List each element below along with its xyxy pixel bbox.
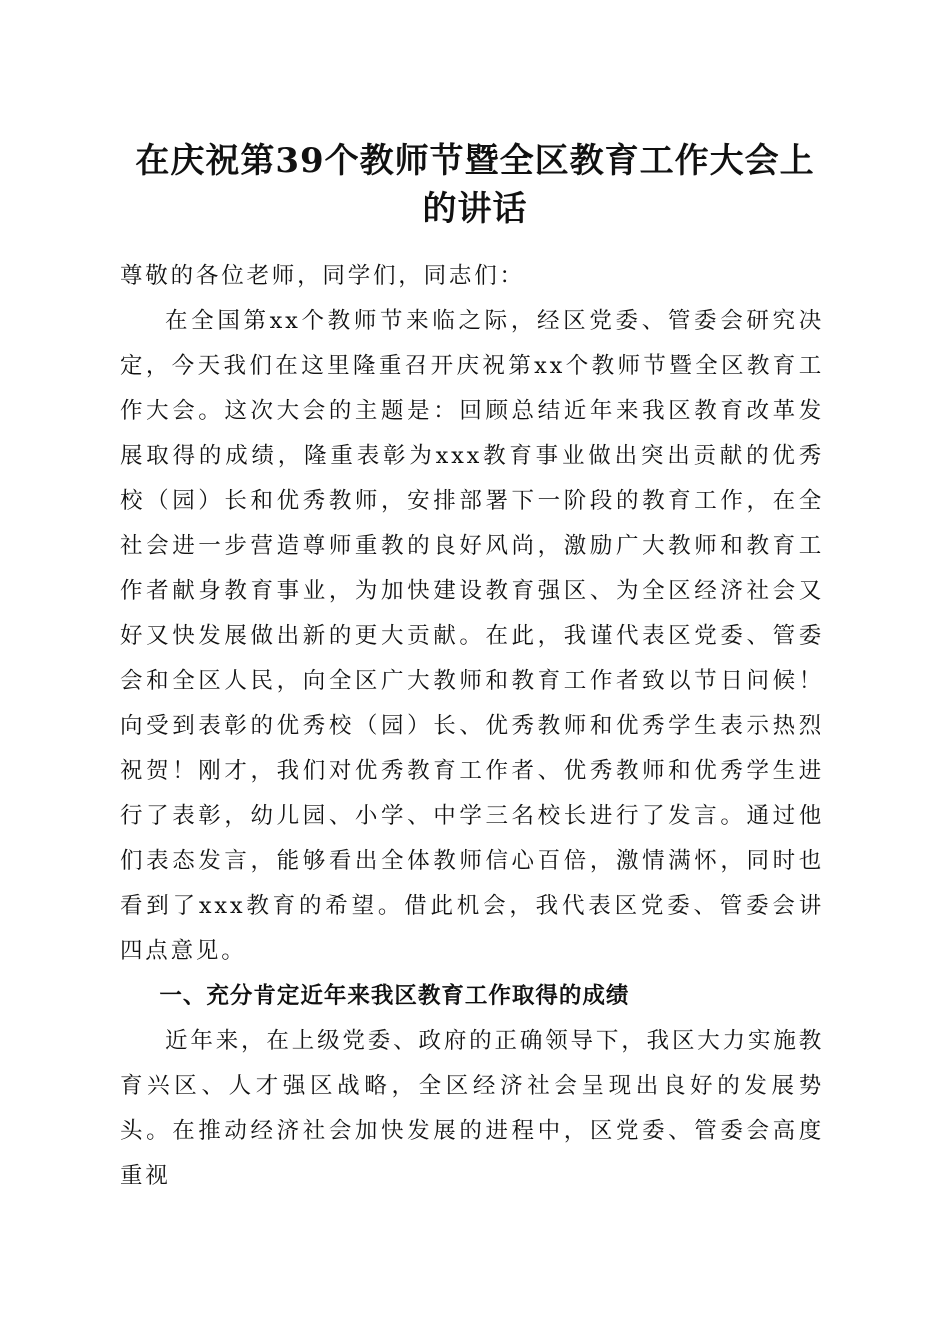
title-line-1: 在庆祝第39个教师节暨全区教育工作大会上 — [135, 141, 815, 181]
paragraph-1: 在全国第xx个教师节来临之际，经区党委、管委会研究决定，今天我们在这里隆重召开庆祝第xx个教师节暨全区教育工作大会。这次大会的主题是：回顾总结近年来我区教育改革发展取得的成绩，隆重表彰为xxx教育事业做出突出贡献的优秀校（园）长和优秀教师，安排部署下一阶段的教育工作，在全社会进一步营造尊师重教的良好风尚，激励广大教师和教育工作者献身教育事业，为加快建设教育强区、为全区经济社会又好又快发展做出新的更大贡献。在此，我谨代表区党委、管委会和全区人民，向全区广大教师和教育工作者致以节日问候！向受到表彰的优秀校（园）长、优秀教师和优秀学生表示热烈祝贺！刚才，我们对优秀教育工作者、优秀教师和优秀学生进行了表彰，幼儿园、小学、中学三名校长进行了发言。通过他们表态发言，能够看出全体教师信心百倍，激情满怀，同时也看到了xxx教育的希望。借此机会，我代表区党委、管委会讲四点意见。 — [120, 308, 824, 964]
paragraph-2: 近年来，在上级党委、政府的正确领导下，我区大力实施教育兴区、人才强区战略，全区经济社会呈现出良好的发展势头。在推动经济社会加快发展的进程中，区党委、管委会高度重视 — [120, 1028, 824, 1189]
document-body — [120, 254, 824, 1199]
title-line-2: 的讲话 — [422, 189, 528, 229]
document-title — [100, 137, 850, 233]
section-heading-1: 一、充分肯定近年来我区教育工作取得的成绩 — [159, 983, 630, 1009]
greeting: 尊敬的各位老师，同学们，同志们： — [120, 263, 525, 289]
